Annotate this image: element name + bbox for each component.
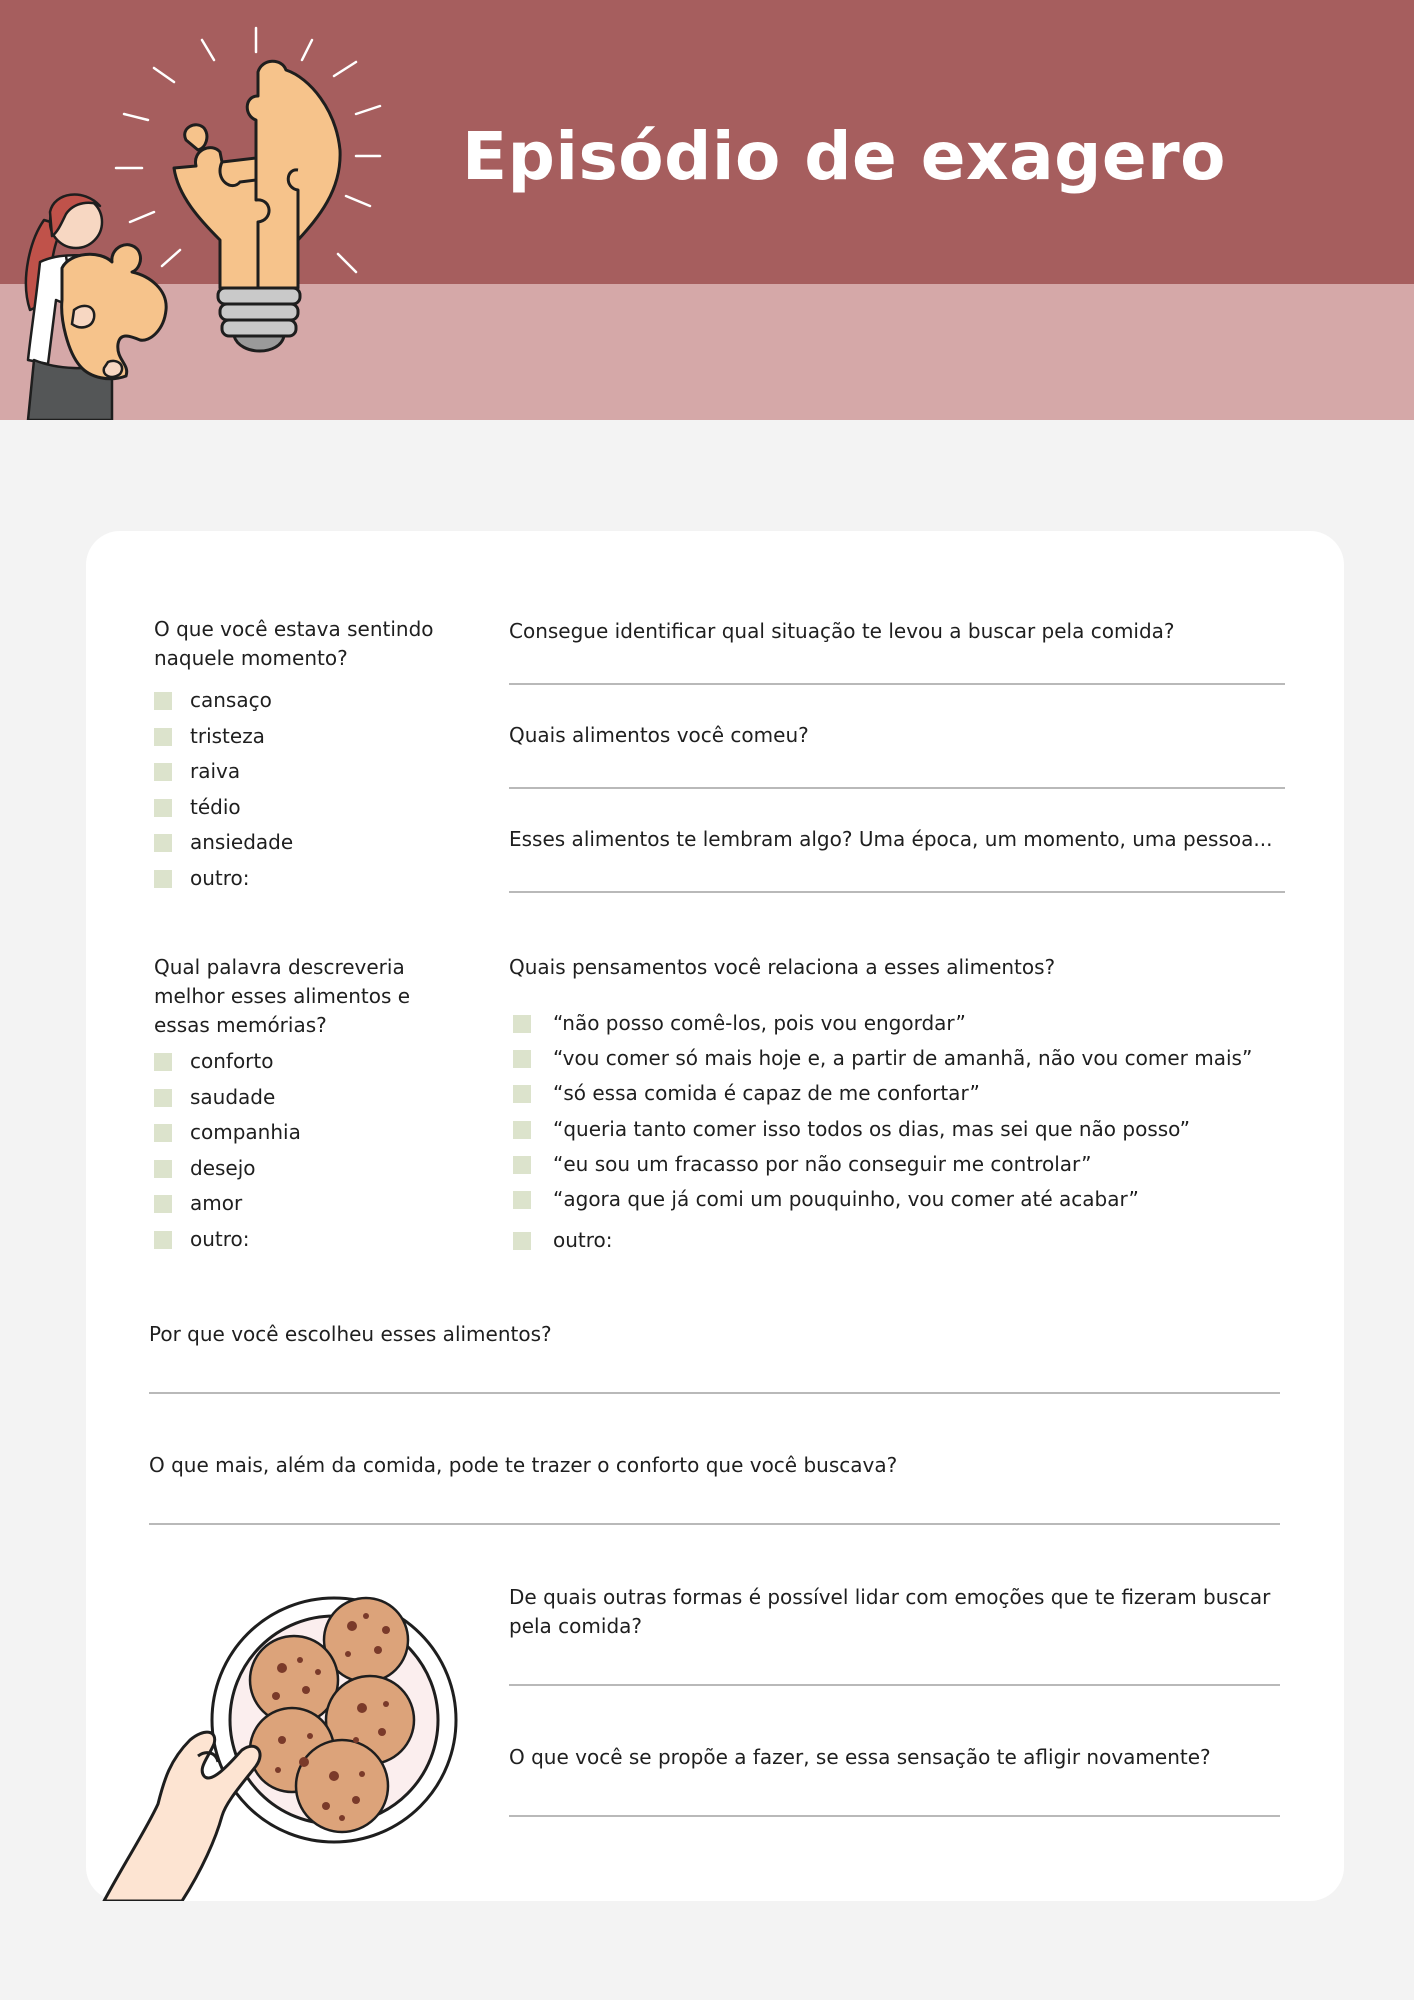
situation-question: Consegue identificar qual situação te levou a buscar pela comida? <box>509 619 1175 643</box>
checkbox[interactable] <box>154 1231 172 1249</box>
situation-answer-line[interactable] <box>509 683 1285 685</box>
plan-question: O que você se propõe a fazer, se essa sensação te afligir novamente? <box>509 1745 1211 1769</box>
checkbox[interactable] <box>154 1124 172 1142</box>
checkbox[interactable] <box>513 1050 531 1068</box>
feeling-option-boredom[interactable]: tédio <box>154 790 293 826</box>
puzzle-lightbulb-illustration <box>0 0 400 420</box>
feelings-options <box>154 683 293 897</box>
word-option-love[interactable]: amor <box>154 1186 301 1222</box>
cookies-plate-illustration <box>86 1580 466 1901</box>
thought-option-other[interactable]: outro: <box>513 1223 1252 1258</box>
checkbox[interactable] <box>154 728 172 746</box>
thought-option-3[interactable]: “só essa comida é capaz de me confortar” <box>513 1076 1252 1111</box>
feeling-option-sadness[interactable]: tristeza <box>154 719 293 755</box>
plan-answer-line[interactable] <box>509 1815 1280 1817</box>
thoughts-options <box>513 1006 1252 1258</box>
thought-option-2[interactable]: “vou comer só mais hoje e, a partir de amanhã, não vou comer mais” <box>513 1041 1252 1076</box>
feeling-option-other[interactable]: outro: <box>154 861 293 897</box>
checkbox[interactable] <box>513 1156 531 1174</box>
checkbox[interactable] <box>513 1085 531 1103</box>
thought-option-6[interactable]: “agora que já comi um pouquinho, vou comer até acabar” <box>513 1182 1252 1217</box>
thoughts-question: Quais pensamentos você relaciona a esses alimentos? <box>509 955 1056 979</box>
checkbox[interactable] <box>513 1121 531 1139</box>
thought-option-5[interactable]: “eu sou um fracasso por não conseguir me controlar” <box>513 1147 1252 1182</box>
why-answer-line[interactable] <box>149 1392 1280 1394</box>
checkbox[interactable] <box>154 1160 172 1178</box>
word-option-comfort[interactable]: conforto <box>154 1044 301 1080</box>
feeling-option-tiredness[interactable]: cansaço <box>154 683 293 719</box>
checkbox[interactable] <box>154 1195 172 1213</box>
feeling-option-anger[interactable]: raiva <box>154 754 293 790</box>
checkbox[interactable] <box>513 1191 531 1209</box>
checkbox[interactable] <box>154 799 172 817</box>
checkbox[interactable] <box>154 834 172 852</box>
checkbox[interactable] <box>154 692 172 710</box>
other-ways-question: De quais outras formas é possível lidar com emoções que te fizeram buscar pela comida? <box>509 1585 1271 1638</box>
comfort-answer-line[interactable] <box>149 1523 1280 1525</box>
checkbox[interactable] <box>513 1232 531 1250</box>
word-question: Qual palavra descreveria melhor esses alimentos e essas memórias? <box>154 955 411 1037</box>
thought-option-4[interactable]: “queria tanto comer isso todos os dias, mas sei que não posso” <box>513 1112 1252 1147</box>
page-title: Episódio de exagero <box>462 118 1227 195</box>
other-ways-answer-line[interactable] <box>509 1684 1280 1686</box>
memories-answer-line[interactable] <box>509 891 1285 893</box>
word-option-desire[interactable]: desejo <box>154 1151 301 1187</box>
why-question: Por que você escolheu esses alimentos? <box>149 1322 552 1346</box>
word-option-company[interactable]: companhia <box>154 1115 301 1151</box>
checkbox[interactable] <box>154 870 172 888</box>
checkbox[interactable] <box>154 1089 172 1107</box>
comfort-question: O que mais, além da comida, pode te trazer o conforto que você buscava? <box>149 1453 898 1477</box>
memories-question: Esses alimentos te lembram algo? Uma época, um momento, uma pessoa... <box>509 827 1273 851</box>
word-option-other[interactable]: outro: <box>154 1222 301 1258</box>
checkbox[interactable] <box>154 763 172 781</box>
foods-eaten-question: Quais alimentos você comeu? <box>509 723 809 747</box>
thought-option-1[interactable]: “não posso comê-los, pois vou engordar” <box>513 1006 1252 1041</box>
foods-eaten-answer-line[interactable] <box>509 787 1285 789</box>
feelings-question: O que você estava sentindo naquele momento? <box>154 617 434 670</box>
feeling-option-anxiety[interactable]: ansiedade <box>154 825 293 861</box>
checkbox[interactable] <box>513 1015 531 1033</box>
word-option-longing[interactable]: saudade <box>154 1080 301 1116</box>
checkbox[interactable] <box>154 1053 172 1071</box>
word-options <box>154 1044 301 1258</box>
